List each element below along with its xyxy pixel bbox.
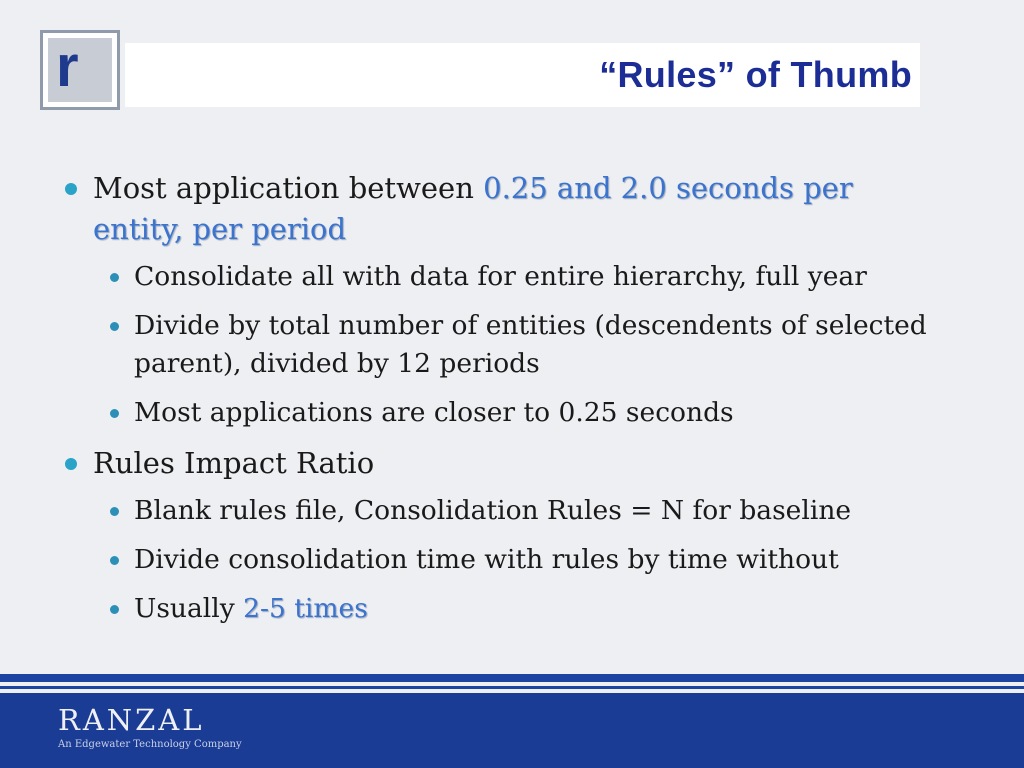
page-title: “Rules” of Thumb	[599, 54, 912, 95]
bullet-2-text: Rules Impact Ratio	[93, 446, 375, 480]
sub-bullet-dot-icon	[110, 322, 119, 331]
sub-bullet-2-2-text: Divide consolidation time with rules by time without	[134, 544, 839, 575]
bullet-dot-icon	[65, 458, 77, 470]
sub-bullet-2-1	[64, 492, 944, 530]
bullet-1-highlight: 0.25 and 2.0 seconds per entity, per period	[93, 171, 853, 246]
sub-bullet-dot-icon	[110, 605, 119, 614]
bullet-2	[64, 443, 944, 484]
bullet-dot-icon	[65, 183, 77, 195]
bullet-1	[64, 168, 944, 250]
sub-bullet-dot-icon	[110, 507, 119, 516]
divider-line-thin	[0, 686, 1024, 689]
sub-bullet-1-1-text: Consolidate all with data for entire hierarchy, full year	[134, 261, 867, 292]
slide-content	[64, 168, 944, 639]
sub-bullet-dot-icon	[110, 556, 119, 565]
sub-bullet-2-1-text: Blank rules file, Consolidation Rules = N for baseline	[134, 495, 852, 526]
sub-bullet-2-3	[64, 590, 944, 628]
sub-bullet-1-3-text: Most applications are closer to 0.25 seconds	[134, 397, 734, 428]
footer-brand-logo: RANZAL	[58, 703, 205, 737]
logo-letter: r	[56, 34, 79, 99]
sub-bullet-2-2	[64, 541, 944, 579]
bullet-1-text: Most application between	[93, 171, 484, 205]
sub-bullet-1-3	[64, 394, 944, 432]
logo	[40, 30, 120, 110]
sub-bullet-1-1	[64, 258, 944, 296]
sub-bullet-dot-icon	[110, 409, 119, 418]
divider-line	[0, 674, 1024, 682]
sub-bullet-1-2-text: Divide by total number of entities (descendents of selected parent), divided by 12 periods	[134, 310, 927, 379]
footer-tagline: An Edgewater Technology Company	[58, 739, 242, 750]
sub-bullet-2-3-text: Usually	[134, 593, 244, 624]
sub-bullet-dot-icon	[110, 273, 119, 282]
logo-inner	[48, 34, 112, 102]
sub-bullet-1-2	[64, 307, 944, 383]
sub-bullet-2-3-highlight: 2-5 times	[243, 593, 368, 624]
